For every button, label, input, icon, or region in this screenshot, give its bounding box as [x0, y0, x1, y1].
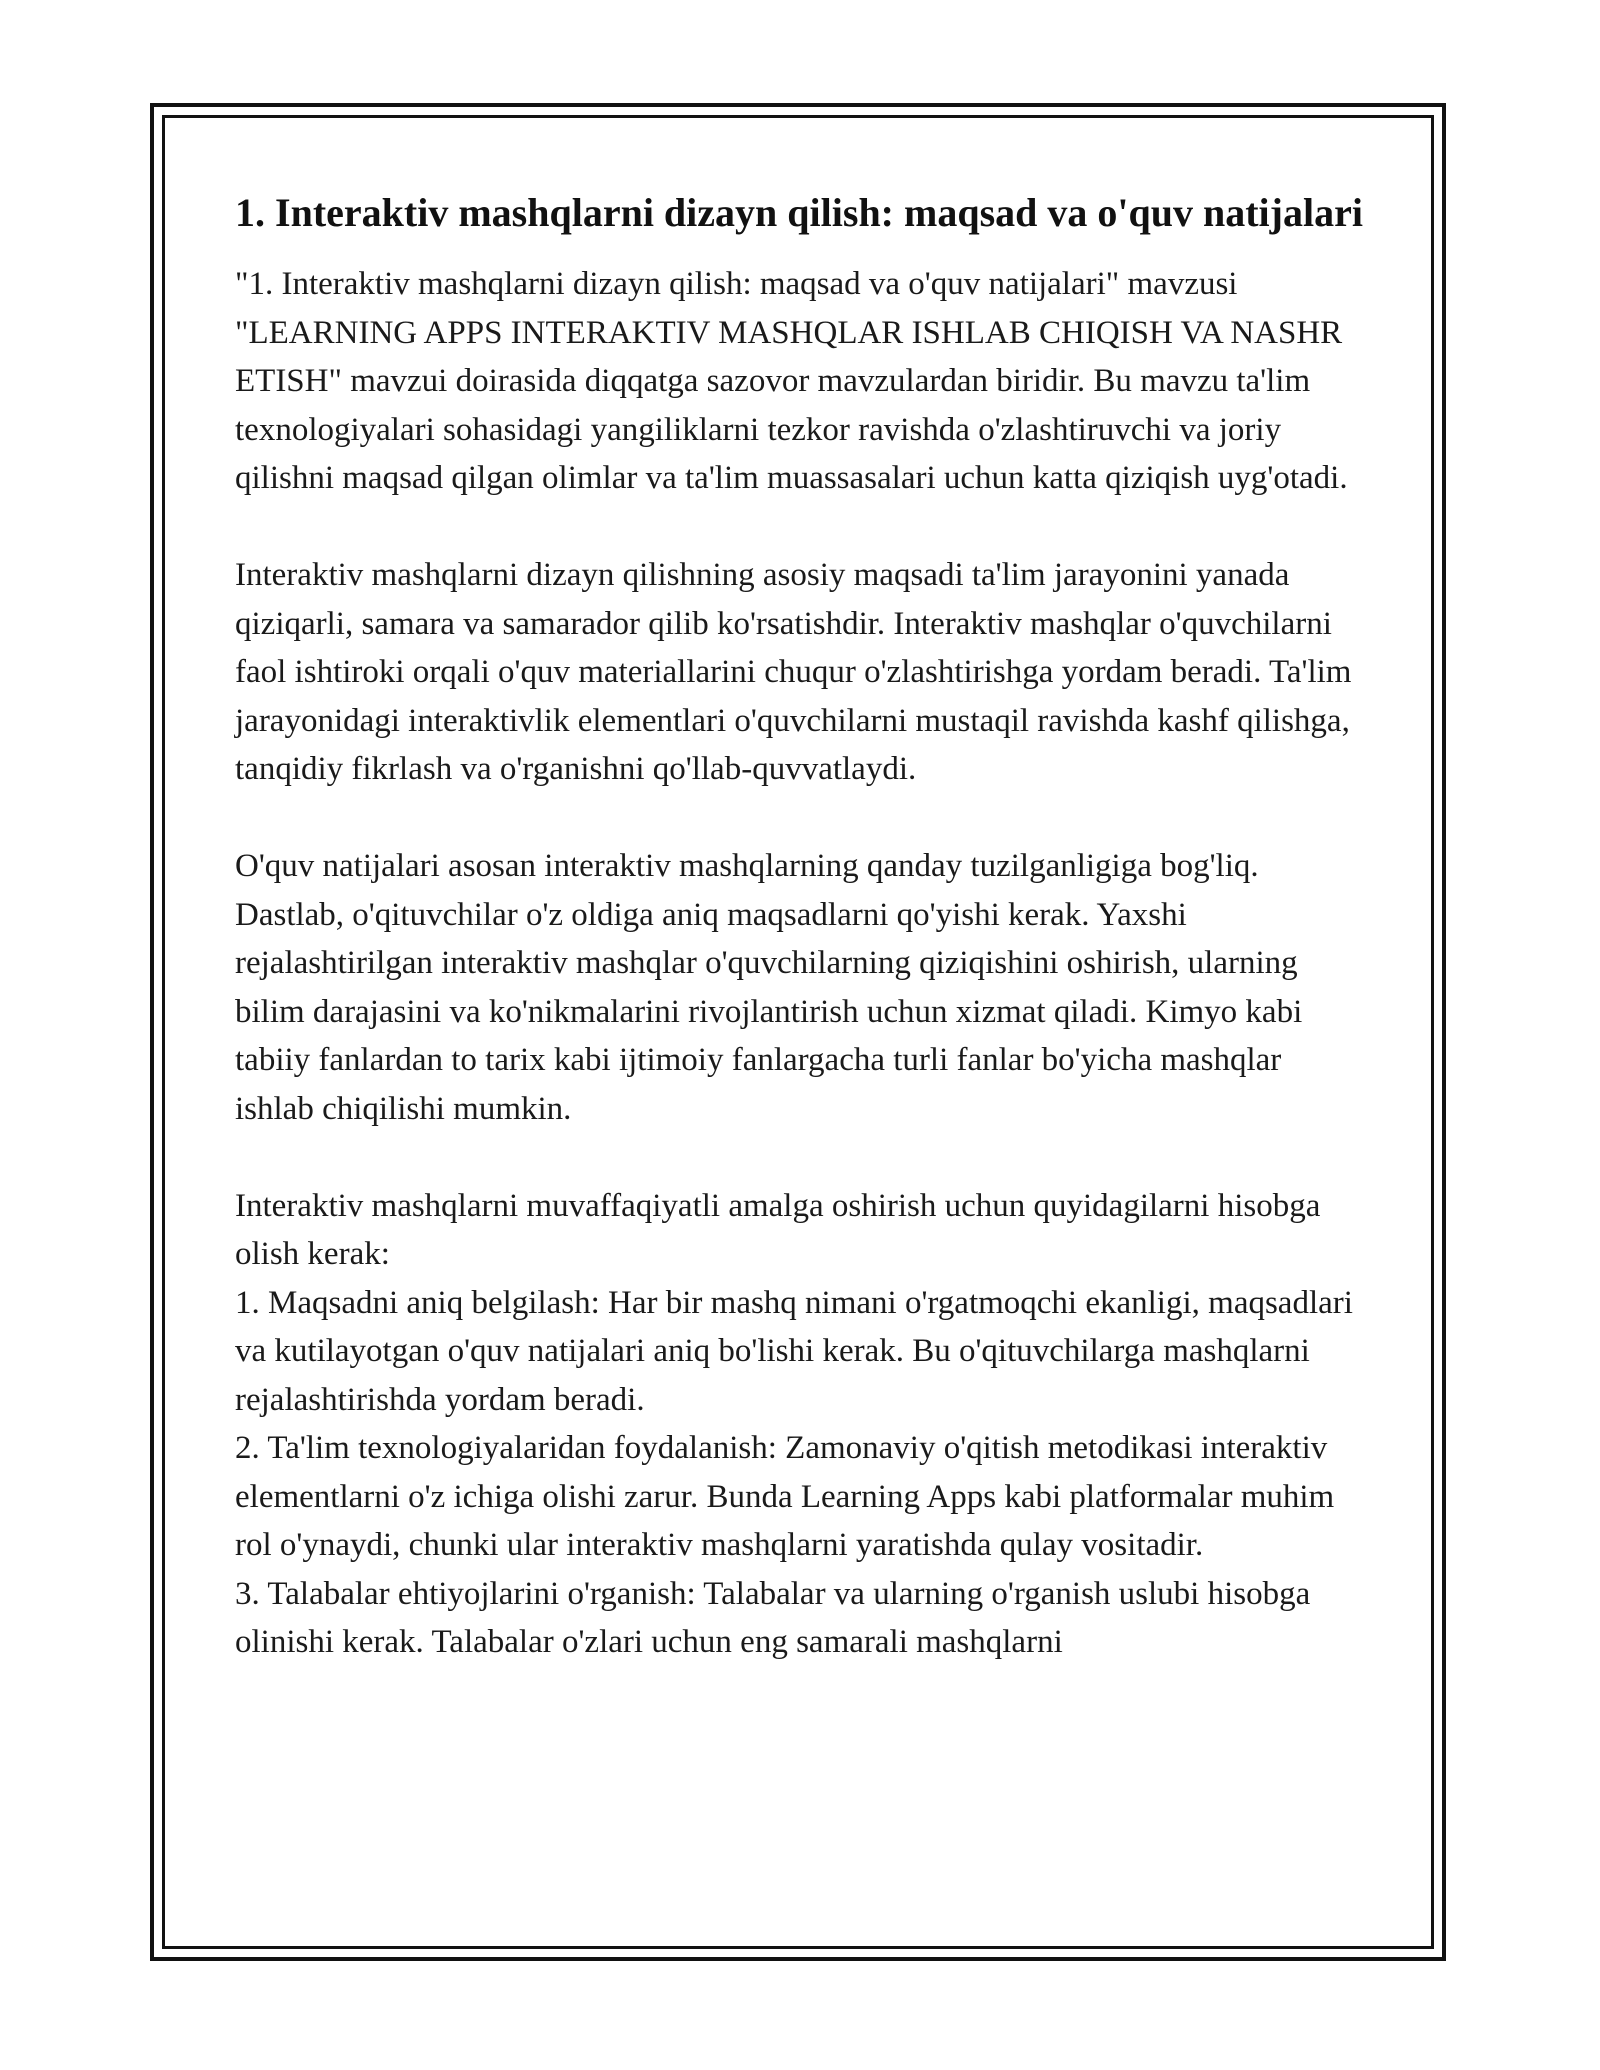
list-item: 3. Talabalar ehtiyojlarini o'rganish: Talabalar va ularning o'rganish uslubi hisobga olinishi kerak. Talabalar o'zlari uchun eng samarali mashqlarni [235, 1575, 1311, 1660]
list-item: 2. Ta'lim texnologiyalaridan foydalanish: Zamonaviy o'qitish metodikasi interaktiv elementlarni o'z ichiga olishi zarur. Bunda Learning Apps kabi platformalar muhim rol o'ynaydi, chunki ular interaktiv mashqlarni yaratishda qulay vositadir. [235, 1430, 1335, 1563]
paragraph-intro: "1. Interaktiv mashqlarni dizayn qilish: maqsad va o'quv natijalari" mavzusi "LEARNING APPS INTERAKTIV MASHQLAR ISHLAB CHIQISH VA NASHR ETISH" mavzui doirasida diqqatga sazovor mavzulardan biridir. Bu mavzu ta'lim texnologiyalari sohasidagi yangiliklarni tezkor ravishda o'zlashtiruvchi va joriy qilishni maqsad qilgan olimlar va ta'lim muassasalari uchun katta qiziqish uyg'otadi. [235, 266, 1348, 496]
paragraph-spacer [235, 503, 1365, 552]
paragraph-spacer [235, 794, 1365, 843]
paragraph-goal: Interaktiv mashqlarni dizayn qilishning asosiy maqsadi ta'lim jarayonini yanada qiziqarli, samara va samarador qilib ko'rsatishdir. Interaktiv mashqlar o'quvchilarni faol ishtiroki orqali o'quv materiallarini chuqur o'zlashtirishga yordam beradi. Ta'lim jarayonidagi interaktivlik elementlari o'quvchilarni mustaqil ravishda kashf qilishga, tanqidiy fikrlash va o'rganishni qo'llab-quvvatlaydi. [235, 557, 1352, 787]
section-heading: 1. Interaktiv mashqlarni dizayn qilish: maqsad va o'quv natijalari [235, 190, 1363, 235]
document-body [235, 185, 1365, 1667]
paragraph-spacer [235, 1133, 1365, 1182]
list-intro: Interaktiv mashqlarni muvaffaqiyatli amalga oshirish uchun quyidagilarni hisobga olish kerak: [235, 1187, 1321, 1272]
list-item: 1. Maqsadni aniq belgilash: Har bir mashq nimani o'rgatmoqchi ekanligi, maqsadlari va kutilayotgan o'quv natijalari aniq bo'lishi kerak. Bu o'qituvchilarga mashqlarni rejalashtirishda yordam beradi. [235, 1284, 1353, 1418]
paragraph-outcomes: O'quv natijalari asosan interaktiv mashqlarning qanday tuzilganligiga bog'liq. Dastlab, o'qituvchilar o'z oldiga aniq maqsadlarni qo'yishi kerak. Yaxshi rejalashtirilgan interaktiv mashqlar o'quvchilarning qiziqishini oshirish, ularning bilim darajasini va ko'nikmalarini rivojlantirish uchun xizmat qiladi. Kimyo kabi tabiiy fanlardan to tarix kabi ijtimoiy fanlargacha turli fanlar bo'yicha mashqlar ishlab chiqilishi mumkin. [235, 848, 1303, 1127]
